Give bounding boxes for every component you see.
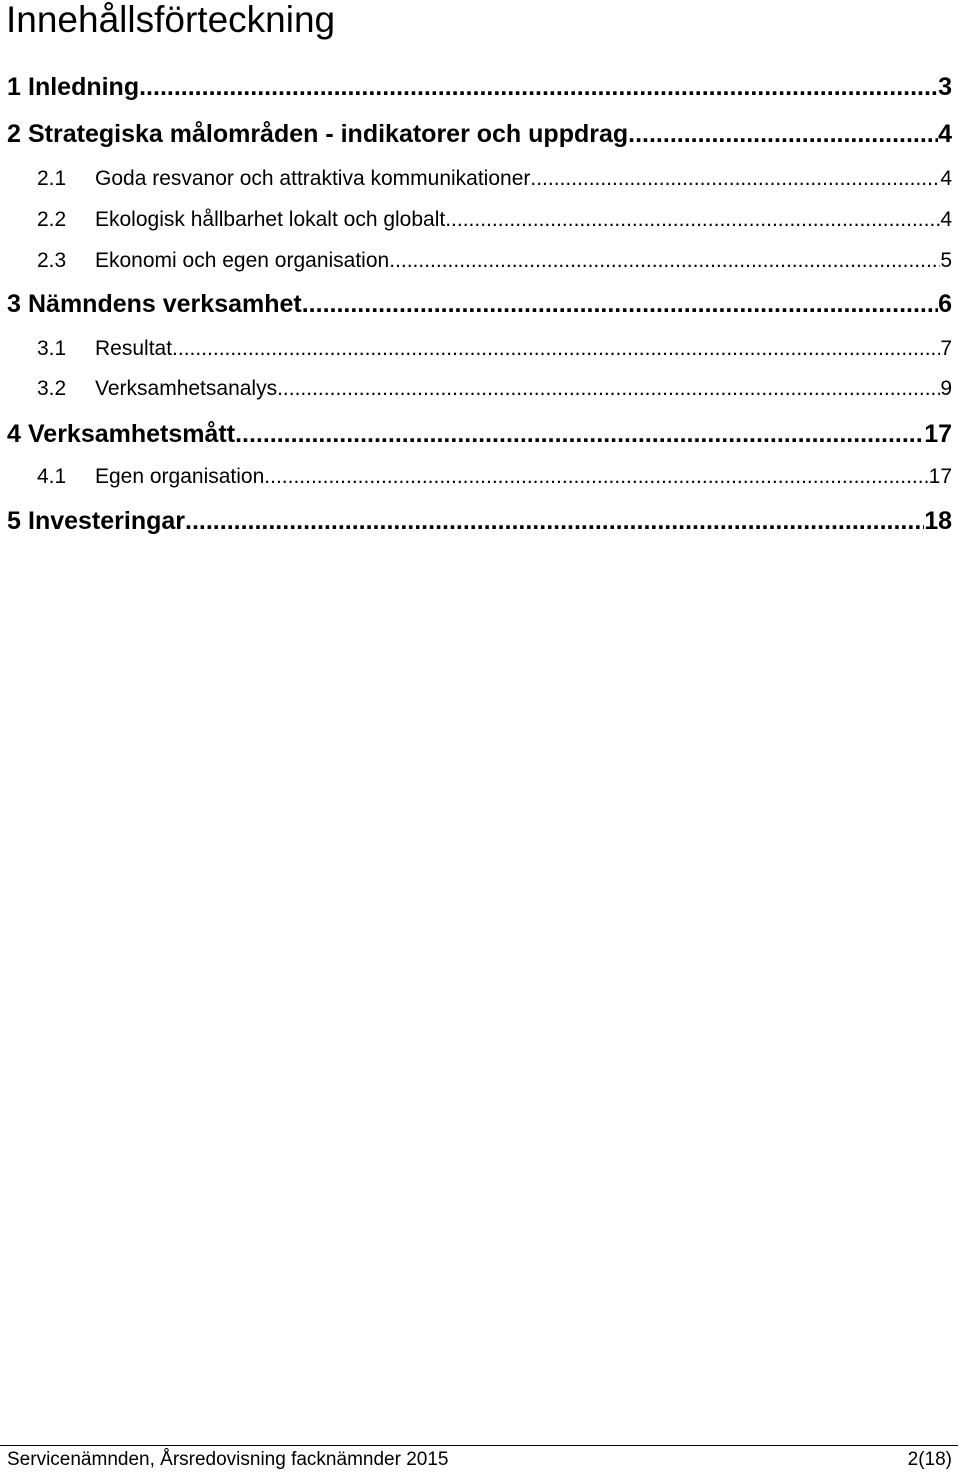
footer-document-info: Servicenämnden, Årsredovisning facknämnder 2015 <box>7 1449 449 1470</box>
toc-entry-number: 4.1 <box>37 465 67 488</box>
page-title: Innehållsförteckning <box>6 0 336 40</box>
toc-entry-2[interactable] <box>0 120 952 149</box>
dot-leader <box>235 420 924 449</box>
toc-entry-2-2[interactable] <box>0 208 952 232</box>
toc-entry-5[interactable] <box>0 507 952 536</box>
toc-entry-number: 5 <box>7 507 21 535</box>
dot-leader <box>185 507 924 536</box>
toc-entry-4-1[interactable] <box>0 465 952 489</box>
toc-entry-title: Goda resvanor och attraktiva kommunikationer <box>95 167 531 190</box>
toc-entry-number: 3.2 <box>37 377 67 400</box>
toc-entry-number: 4 <box>7 420 21 448</box>
toc-entry-page: 4 <box>940 208 952 231</box>
dot-leader <box>172 337 940 361</box>
toc-entry-page: 17 <box>924 420 952 448</box>
toc-entry-2-3[interactable] <box>0 249 952 273</box>
toc-entry-page: 5 <box>940 249 952 272</box>
toc-entry-number: 1 <box>7 73 21 101</box>
toc-entry-title: Verksamhetsanalys <box>95 377 278 400</box>
toc-entry-title: Strategiska målområden - indikatorer och uppdrag <box>28 120 629 148</box>
toc-entry-number: 2.1 <box>37 167 67 190</box>
footer-divider <box>0 1445 958 1446</box>
toc-entry-3-2[interactable] <box>0 377 952 401</box>
toc-entry-3[interactable] <box>0 290 952 319</box>
toc-entry-page: 6 <box>938 290 952 318</box>
dot-leader <box>302 290 938 319</box>
toc-entry-title: Ekologisk hållbarhet lokalt och globalt <box>95 208 446 231</box>
toc-entry-1[interactable] <box>0 73 952 102</box>
toc-entry-page: 17 <box>928 465 952 488</box>
footer-page-number: 2(18) <box>907 1449 952 1470</box>
toc-entry-number: 3 <box>7 290 21 318</box>
toc-entry-4[interactable] <box>0 420 952 449</box>
toc-entry-page: 3 <box>938 73 952 101</box>
dot-leader <box>530 167 940 191</box>
toc-entry-title: Verksamhetsmått <box>28 420 236 448</box>
dot-leader <box>389 249 940 273</box>
dot-leader <box>139 73 938 102</box>
toc-entry-number: 2 <box>7 120 21 148</box>
dot-leader <box>445 208 940 232</box>
toc-entry-title: Ekonomi och egen organisation <box>95 249 390 272</box>
toc-entry-page: 4 <box>938 120 952 148</box>
toc-entry-page: 4 <box>940 167 952 190</box>
dot-leader <box>264 465 928 489</box>
toc-entry-title: Investeringar <box>28 507 186 535</box>
toc-entry-number: 2.3 <box>37 249 67 272</box>
toc-entry-page: 9 <box>940 377 952 400</box>
dot-leader <box>277 377 940 401</box>
toc-entry-title: Inledning <box>28 73 140 101</box>
toc-entry-page: 18 <box>924 507 952 535</box>
toc-entry-2-1[interactable] <box>0 167 952 191</box>
toc-entry-3-1[interactable] <box>0 337 952 361</box>
toc-entry-page: 7 <box>940 337 952 360</box>
dot-leader <box>628 120 938 149</box>
toc-entry-title: Resultat <box>95 337 173 360</box>
toc-entry-title: Egen organisation <box>95 465 265 488</box>
toc-entry-number: 2.2 <box>37 208 67 231</box>
toc-entry-title: Nämndens verksamhet <box>28 290 302 318</box>
toc-entry-number: 3.1 <box>37 337 67 360</box>
